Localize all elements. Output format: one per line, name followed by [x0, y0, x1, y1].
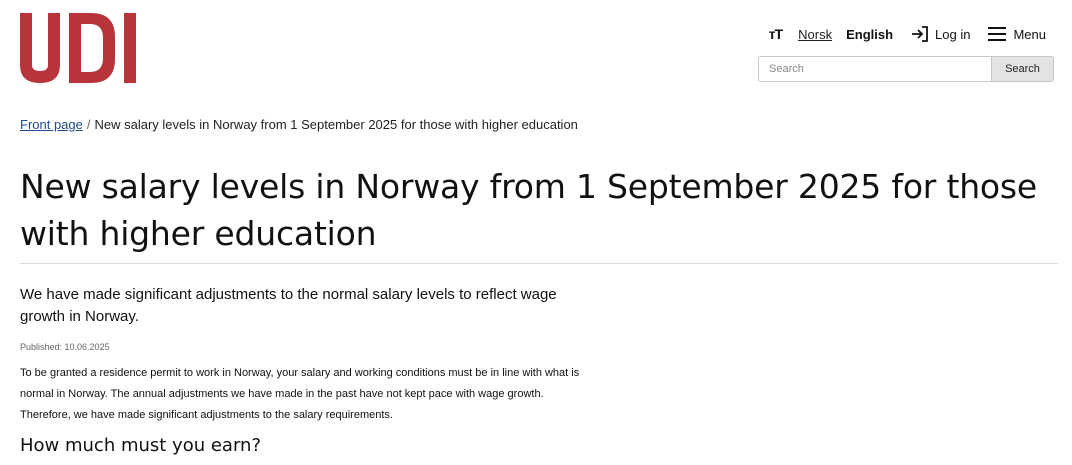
article-body: To be granted a residence permit to work in Norway, your salary and working conditions must be in line with what is normal in Norway. The annual adjustments we have made in the past have not kept pace with wage growth. Therefore, we have made significant adjustments to the salary requirements.: [20, 367, 580, 421]
published-date: Published: 10.06.2025: [20, 342, 110, 352]
breadcrumb-current: New salary levels in Norway from 1 September 2025 for those with higher education: [94, 117, 578, 132]
section-heading: How much must you earn?: [20, 435, 262, 456]
menu-label: Menu: [1013, 26, 1046, 42]
utility-bar: [755, 26, 1046, 42]
login-button[interactable]: [911, 26, 970, 42]
hamburger-icon: [988, 27, 1006, 41]
text-size-icon: тT: [768, 26, 783, 42]
logo-letter-i: [124, 13, 136, 83]
language-norsk-label: Norsk: [798, 26, 833, 42]
search-form: [758, 56, 1054, 82]
text-size-button[interactable]: [769, 26, 784, 42]
language-english[interactable]: [846, 27, 893, 42]
page-title: New salary levels in Norway from 1 September 2025 for those with higher education: [20, 167, 1038, 253]
login-icon: [911, 26, 929, 42]
udi-logo[interactable]: [20, 13, 136, 83]
menu-button[interactable]: [988, 27, 1046, 42]
title-divider: [20, 263, 1058, 264]
language-english-label: English: [846, 26, 894, 42]
language-norsk[interactable]: [798, 27, 832, 42]
breadcrumb-separator: /: [86, 117, 91, 132]
search-input[interactable]: [759, 57, 991, 81]
article-lead: We have made significant adjustments to the normal salary levels to reflect wage growth in Norway.: [20, 286, 557, 325]
login-label: Log in: [935, 26, 971, 42]
breadcrumb-front-page-link[interactable]: Front page: [20, 117, 83, 132]
search-button[interactable]: Search: [991, 57, 1053, 81]
logo-letter-d: [69, 13, 115, 83]
logo-letter-u: [20, 13, 60, 83]
breadcrumb: [20, 117, 578, 132]
